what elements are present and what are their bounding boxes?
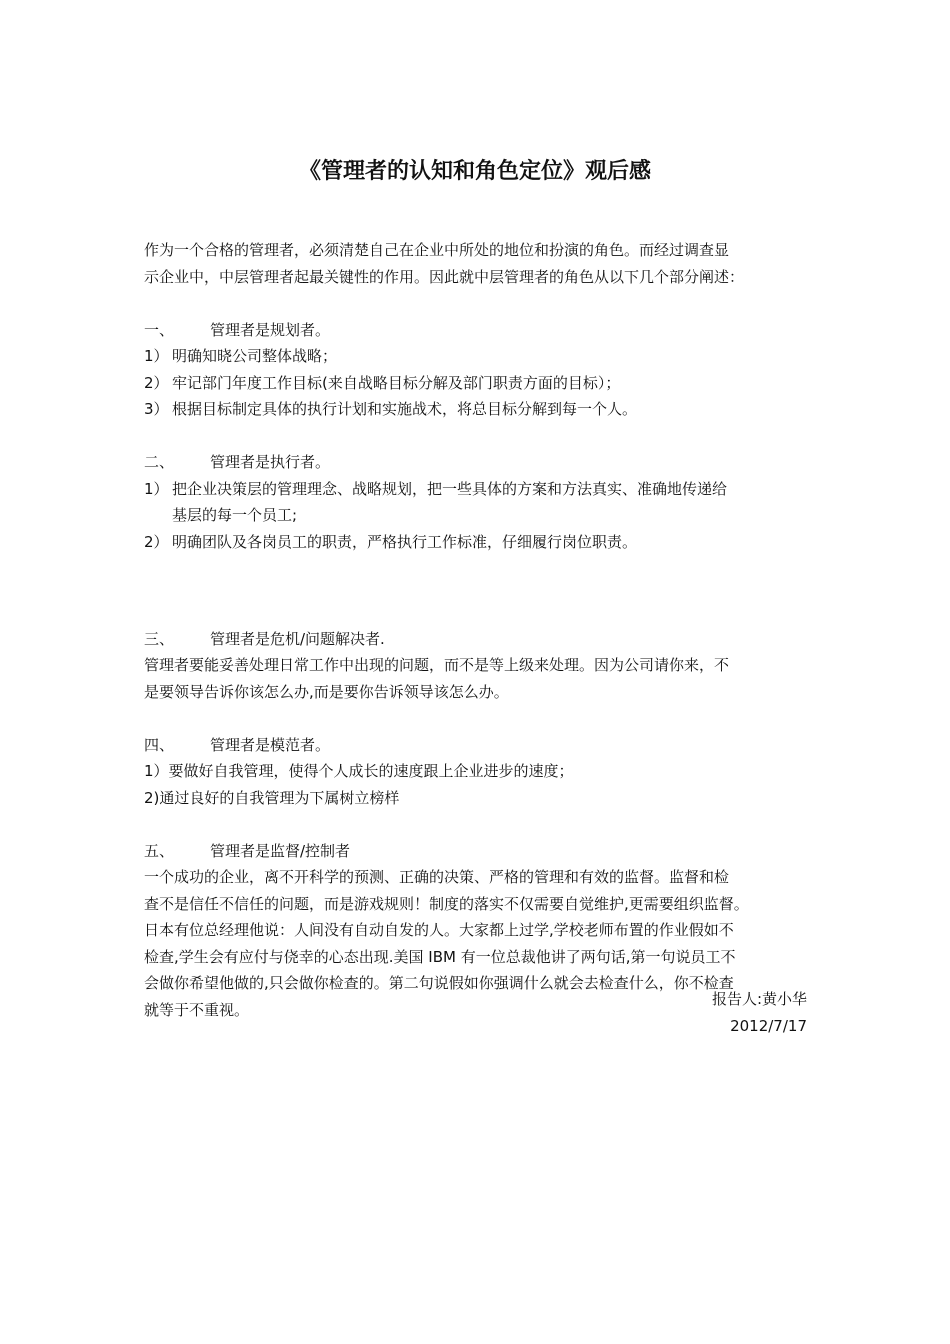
document-body: [144, 237, 816, 1023]
section-heading-text: 管理者是模范者。: [210, 735, 331, 754]
paragraph-line: 管理者要能妥善处理日常工作中出现的问题，而不是等上级来处理。因为公司请你来，不: [144, 656, 730, 674]
paragraph-line: 一个成功的企业，离不开科学的预测、正确的决策、严格的管理和有效的监督。监督和检: [144, 868, 730, 886]
list-item: [144, 476, 816, 503]
section-heading: [144, 732, 816, 759]
paragraph-line: 日本有位总经理他说：人间没有自动自发的人。大家都上过学,学校老师布置的作业假如不: [144, 921, 734, 939]
section-number: 四、: [144, 735, 175, 754]
list-item: [144, 370, 816, 397]
section-planner: [144, 317, 816, 423]
intro-line: 示企业中，中层管理者起最关键性的作用。因此就中层管理者的角色从以下几个部分阐述：: [144, 267, 745, 286]
list-item-index: 1）: [144, 479, 169, 498]
list-item-index: 3）: [144, 400, 169, 418]
section-number: 三、: [144, 629, 175, 648]
paragraph-line: 查不是信任不信任的问题，而是游戏规则！制度的落实不仅需要自觉维护,更需要组织监督。: [144, 894, 749, 913]
list-item-text: 明确知晓公司整体战略；: [172, 347, 338, 365]
section-heading-text: 管理者是执行者。: [210, 453, 331, 471]
list-item: [144, 396, 816, 423]
signature-block: [507, 986, 807, 1039]
section-heading-text: 管理者是监督/控制者: [210, 841, 351, 860]
list-item-text: 明确团队及各岗员工的职责，严格执行工作标准，仔细履行岗位职责。: [172, 532, 638, 551]
section-heading: [144, 449, 816, 476]
list-item-text: 根据目标制定具体的执行计划和实施战术，将总目标分解到每一个人。: [172, 400, 638, 418]
intro-line: 作为一个合格的管理者，必须清楚自己在企业中所处的地位和扮演的角色。而经过调查显: [144, 241, 730, 259]
list-item-text: 把企业决策层的管理理念、战略规划，把一些具体的方案和方法真实、准确地传递给: [172, 479, 728, 498]
report-date: 2012/7/17: [730, 1016, 807, 1035]
paragraph-line: 是要领导告诉你该怎么办,而是要你告诉领导该怎么办。: [144, 682, 509, 701]
paragraph-line: 2)通过良好的自我管理为下属树立榜样: [144, 788, 400, 807]
section-heading-text: 管理者是规划者。: [210, 320, 331, 339]
paragraph-line: 检查,学生会有应付与侥幸的心态出现.美国 IBM 有一位总裁他讲了两句话,第一句说员工不: [144, 947, 736, 966]
intro-paragraph: [144, 237, 816, 290]
section-heading-text: 管理者是危机/问题解决者.: [210, 629, 385, 648]
list-item-index: 2）: [144, 373, 169, 392]
paragraph-line: 会做你希望他做的,只会做你检查的。第二句说假如你强调什么就会去检查什么，你不检查: [144, 974, 734, 992]
list-item-text: 牢记部门年度工作目标(来自战略目标分解及部门职责方面的目标）；: [172, 373, 621, 392]
section-heading: [144, 317, 816, 344]
section-heading: [144, 626, 816, 653]
section-number: 五、: [144, 841, 175, 860]
list-item-index: 2）: [144, 532, 169, 551]
list-item: [144, 343, 816, 370]
section-executor: [144, 449, 816, 555]
section-problem-solver: [144, 626, 816, 706]
list-item-continuation: 基层的每一个员工;: [172, 506, 298, 524]
reporter-name: 报告人:黄小华: [711, 990, 807, 1008]
list-item: [144, 529, 816, 556]
section-heading: [144, 838, 816, 865]
document-title: 《管理者的认知和角色定位》观后感: [298, 159, 651, 184]
list-item-index: 1）: [144, 347, 169, 365]
section-number: 一、: [144, 320, 175, 339]
paragraph-line: 1）要做好自我管理，使得个人成长的速度跟上企业进步的速度；: [144, 762, 574, 780]
paragraph-line: 就等于不重视。: [144, 1000, 250, 1019]
section-role-model: [144, 732, 816, 812]
section-number: 二、: [144, 453, 175, 471]
